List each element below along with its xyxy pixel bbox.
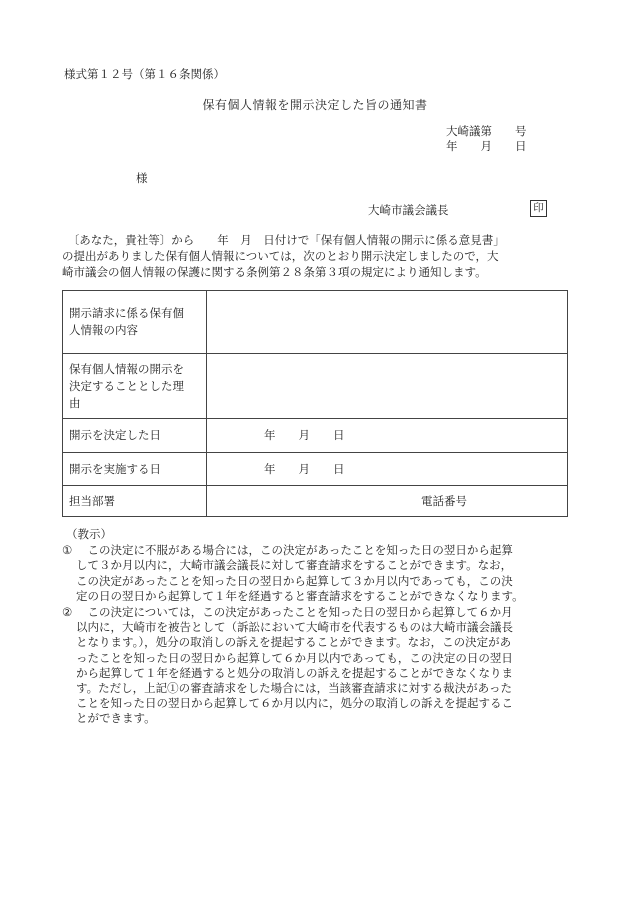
notification-body: 〔あなた，貴社等〕から 年 月 日付けで「保有個人情報の開示に係る意見書」 の提出がありました保有個人情報については，次のとおり開示決定しましたので，大 崎市議会の個人情報の保護に関する条例第２８条第３項の規定により通知します。 [62,233,505,279]
table-row [63,486,568,517]
item-marker-2: ② [62,605,73,620]
reference-number: 大崎議第 号 [446,124,527,138]
disclosure-info-table [62,290,568,517]
table-row [63,419,568,453]
sender-name: 大崎市議会議長 [368,203,449,217]
instructions-section [62,527,572,728]
row-value-reason [207,354,568,419]
row-label-content: 開示請求に係る保有個 人情報の内容 [63,291,207,354]
reference-block [446,124,527,154]
row-value-decision-date: 年 月 日 [207,419,568,453]
seal-stamp: 印 [530,200,547,217]
reference-date: 年 月 日 [446,139,527,153]
instructions-heading: （教示） [66,527,112,541]
item-text-1: この決定に不服がある場合には，この決定があったことを知った日の翌日から起算 して３か月以内に，大崎市議会議長に対して審査請求をすることができます。なお， この決定があったことを知った日の翌日から起算して３か月以内であっても，この決 定の日の翌日から起算して１年を経過すると審査請求をすることができなくなります。 [76,543,524,603]
row-label-decision-date: 開示を決定した日 [63,419,207,453]
row-value-phone: 電話番号 [207,486,568,517]
table-row [63,453,568,486]
addressee-honorific: 様 [136,171,148,185]
item-marker-1: ① [62,543,73,558]
table-row [63,354,568,419]
row-label-implementation-date: 開示を実施する日 [63,453,207,486]
table-row [63,291,568,354]
row-value-content [207,291,568,354]
row-label-department: 担当部署 [63,486,207,517]
instruction-item-1 [62,543,572,604]
form-number: 様式第１２号（第１６条関係） [64,67,225,81]
row-value-implementation-date: 年 月 日 [207,453,568,486]
row-label-reason: 保有個人情報の開示を 決定することとした理 由 [63,354,207,419]
document-title: 保有個人情報を開示決定した旨の通知書 [202,98,428,112]
instruction-item-2 [62,605,572,727]
item-text-2: この決定については，この決定があったことを知った日の翌日から起算して６か月 以内に，大崎市を被告として（訴訟において大崎市を代表するものは大崎市議会議長 となります。），処分の取消しの訴えを提起することができます。なお，この決定があ ったことを知った日の翌日から起算して６か月以内であっても，この決定の日の翌日 から起算して１年を経過すると処分の取消しの訴えを提起することができなくなりま す。ただし，上記①の審査請求をした場合には，当該審査請求に対する裁決があった ことを知った日の翌日から起算して６か月以内に，処分の取消しの訴えを提起するこ とができます。 [76,605,513,726]
